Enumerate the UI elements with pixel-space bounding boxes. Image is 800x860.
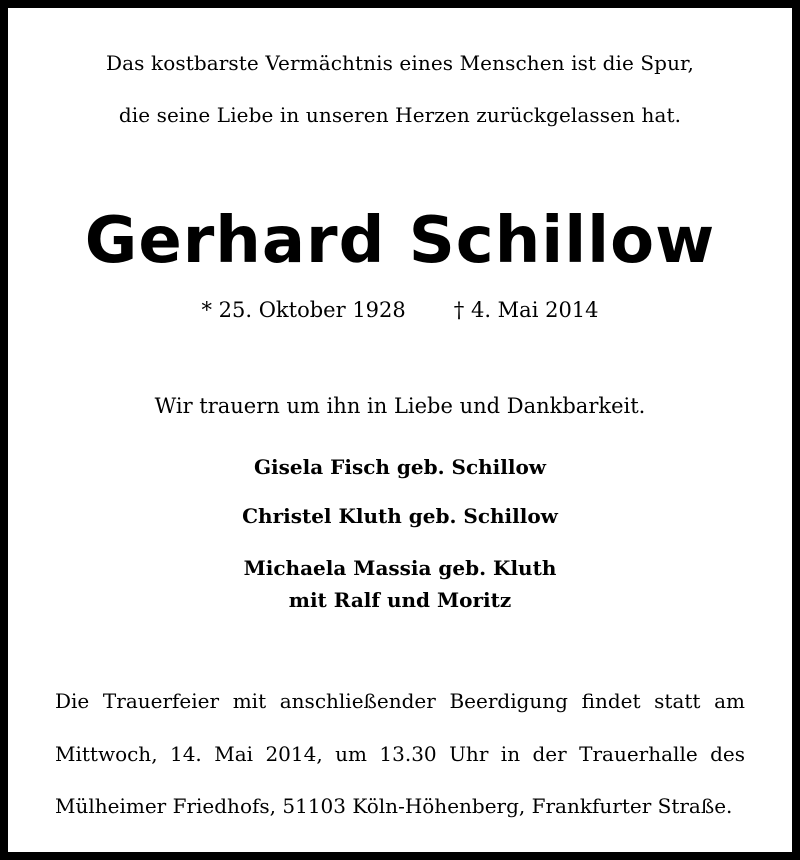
ceremony-line-3: Mülheimer Friedhofs, 51103 Köln-Höhenberg, Frankfurter Straße. bbox=[55, 794, 733, 818]
ceremony-line-1: Die Trauerfeier mit anschließender Beerdigung findet statt am bbox=[55, 689, 745, 713]
mourning-statement: Wir trauern um ihn in Liebe und Dankbarkeit. bbox=[154, 394, 646, 418]
mourner-name: Gisela Fisch geb. Schillow bbox=[253, 455, 547, 479]
death-date: † 4. Mai 2014 bbox=[453, 298, 599, 322]
mourner-name: Michaela Massia geb. Kluth bbox=[243, 556, 557, 580]
quote-line-2: die seine Liebe in unseren Herzen zurückgelassen hat. bbox=[118, 103, 682, 127]
quote-line-1: Das kostbarste Vermächtnis eines Menschen ist die Spur, bbox=[106, 51, 694, 75]
life-dates bbox=[8, 298, 792, 322]
birth-date: * 25. Oktober 1928 bbox=[201, 298, 406, 322]
mourner-name: Christel Kluth geb. Schillow bbox=[242, 504, 558, 528]
ceremony-line-2: Mittwoch, 14. Mai 2014, um 13.30 Uhr in der Trauerhalle des bbox=[55, 742, 745, 766]
mourner-addition: mit Ralf und Moritz bbox=[288, 588, 512, 612]
deceased-name: Gerhard Schillow bbox=[84, 204, 716, 278]
